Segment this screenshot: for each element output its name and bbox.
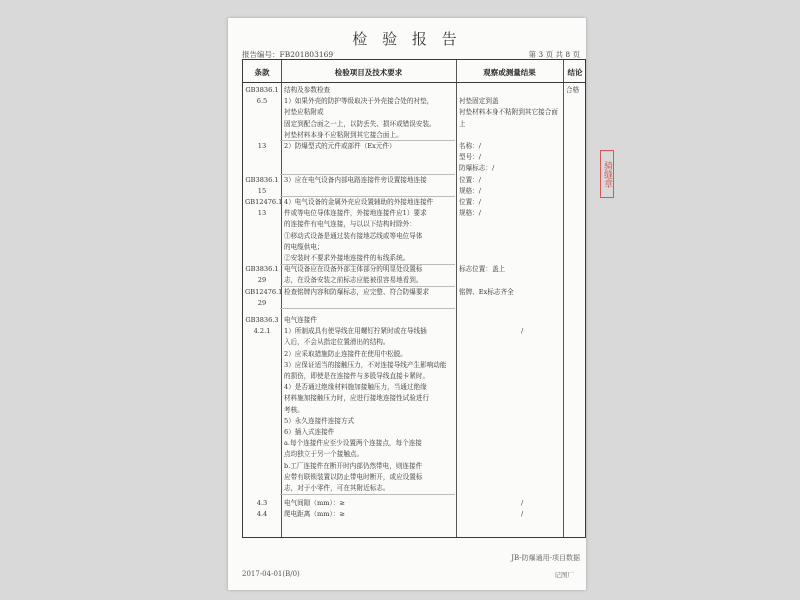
requirement-cell: 检查铭牌内容和防爆标志，应完整、符合防爆要求 — [284, 287, 430, 296]
requirement-cell: 的连接件有电气连接，与以以下结构时除外： — [284, 220, 416, 229]
result-cell: 名称：/ — [459, 142, 482, 150]
result-cell: 型号：/ — [459, 153, 482, 162]
result-cell: 规格：/ — [459, 209, 482, 218]
requirement-cell: 志，在设备安装之前标志应能被很容易地看到。 — [284, 276, 423, 285]
inspection-table — [242, 59, 586, 538]
requirement-cell: ②安装时不要求外接地连接件的布线系统。 — [284, 254, 410, 262]
page-number: 第 3 页 共 8 页 — [528, 50, 580, 59]
requirement-cell: 3）应保证适当的接触压力，不对连接导线产生影响动能 — [284, 360, 447, 369]
requirement-cell: 5）永久连接件连接方式 — [284, 416, 355, 425]
clause-cell: 13 — [257, 209, 267, 218]
requirement-cell: 1）如果外壳的防护等级取决于外壳接合处的衬垫， — [284, 97, 434, 106]
requirement-cell: 固定到配合面之一上，以防丢失、损坏或错误安装。 — [284, 119, 436, 128]
result-cell: 衬垫材料本身不粘附到其它接合面 — [459, 108, 558, 117]
clause-cell: 4.2.1 — [253, 327, 271, 336]
clause-cell: GB12476.1 — [245, 287, 283, 296]
header-divider — [243, 82, 585, 83]
row-separator — [280, 308, 455, 309]
result-cell: / — [521, 327, 524, 336]
clause-cell: 4.3 — [256, 499, 268, 508]
clause-cell: GB3836.1 — [245, 175, 279, 184]
column-divider — [563, 60, 564, 537]
clause-cell: 13 — [257, 142, 267, 150]
column-header-result: 观察或测量结果 — [483, 68, 536, 77]
column-divider — [281, 60, 282, 537]
requirement-cell: 爬电距离（mm）：≥ — [284, 510, 345, 519]
clause-cell: 29 — [257, 276, 267, 285]
clause-cell: 29 — [257, 298, 267, 307]
requirement-cell: 的电缆供电； — [284, 242, 324, 251]
requirement-cell: 志，对于小零件，可在其附近标志。 — [284, 484, 390, 492]
result-cell: 规格：/ — [459, 186, 482, 195]
result-cell: 位置：/ — [459, 175, 482, 184]
side-stamp: 骑缝章 — [600, 150, 614, 198]
report-number: 报告编号：FB201803169 — [242, 50, 334, 59]
result-cell: 衬垫固定到盖 — [459, 97, 499, 106]
requirement-cell: 6）插入式连接件 — [284, 428, 335, 436]
clause-cell: GB12476.1 — [245, 198, 283, 206]
requirement-cell: 入后，不会从指定位置滑出的结构。 — [284, 338, 390, 347]
footer-form-code: JB-防爆通用-项目数据 — [511, 554, 580, 562]
conclusion-cell: 合格 — [566, 86, 580, 94]
result-cell: / — [521, 499, 524, 508]
result-cell: 铭牌、Ex标志齐全 — [459, 287, 514, 296]
requirement-cell: 2）防爆型式的元件或部件（Ex元件） — [284, 142, 396, 150]
footer-seal-text: 记图厂 — [554, 571, 574, 579]
requirement-cell: 3）应在电气设备内部电路连接件旁设置接地连接 — [284, 175, 427, 184]
requirement-cell: a.每个连接件应至少设置两个连接点，每个连接 — [284, 439, 422, 448]
result-cell: 标志位置：盖上 — [459, 265, 506, 274]
page-title: 检 验 报 告 — [352, 30, 462, 48]
requirement-cell: 2）应采取措施防止连接件在使用中松脱。 — [284, 349, 407, 358]
requirement-cell: ①移动式设备是通过装有接地芯线或等电位导体 — [284, 231, 423, 240]
requirement-cell: 4）是否通过绝缘材料施加接触压力，当通过绝缘 — [284, 383, 427, 392]
requirement-cell: 电气设备应在设备外部主体部分的明显处设置标 — [284, 265, 423, 274]
report-page — [228, 18, 586, 590]
result-cell: 上 — [459, 119, 466, 128]
requirement-cell: 衬垫材料本身不应粘附到其它接合面上。 — [284, 130, 403, 139]
requirement-cell: 件或等电位导体连接件，外接地连接件应1）要求 — [284, 209, 427, 218]
requirement-cell: 材料施加接触压力时，应进行接地连接性试验进行 — [284, 394, 430, 403]
clause-cell: GB3836.3 — [245, 316, 279, 324]
requirement-cell: 结构及参数检查 — [284, 86, 331, 94]
requirement-cell: 电气间隙（mm）：≥ — [284, 499, 345, 508]
requirement-cell: 应带有联锁装置以防止带电时断开，或应设置标 — [284, 472, 423, 481]
requirement-cell: 衬垫应粘附或 — [284, 108, 324, 117]
clause-cell: GB3836.1 — [245, 265, 279, 274]
column-divider — [456, 60, 457, 537]
footer-date: 2017-04-01(B/0) — [242, 570, 300, 578]
requirement-cell: 点均独立于另一个接触点。 — [284, 450, 364, 459]
clause-cell: 4.4 — [256, 510, 268, 519]
requirement-cell: 考核。 — [284, 405, 304, 414]
requirement-cell: b.工厂连接件在断开时内部仍然带电，则连接件 — [284, 461, 423, 470]
column-header-clause: 条款 — [254, 68, 270, 77]
result-cell: / — [521, 510, 524, 519]
requirement-cell: 1）所制成具有使导线在用螺钉拧紧时或在导线插 — [284, 327, 427, 336]
row-separator — [280, 494, 455, 495]
column-header-item: 检验项目及技术要求 — [334, 68, 403, 77]
clause-cell: 15 — [257, 186, 267, 195]
result-cell: 位置：/ — [459, 198, 482, 206]
clause-cell: GB3836.1 — [245, 86, 279, 94]
result-cell: 防爆标志：/ — [459, 164, 495, 173]
column-header-conclusion: 结论 — [567, 68, 583, 77]
requirement-cell: 4）电气设备的金属外壳应设置辅助的外接地连接件 — [284, 198, 434, 206]
requirement-cell: 电气连接件 — [284, 316, 317, 324]
requirement-cell: 的损伤，即使是在连接件与多股导线直接卡紧时。 — [284, 372, 430, 380]
clause-cell: 6.5 — [256, 97, 268, 106]
